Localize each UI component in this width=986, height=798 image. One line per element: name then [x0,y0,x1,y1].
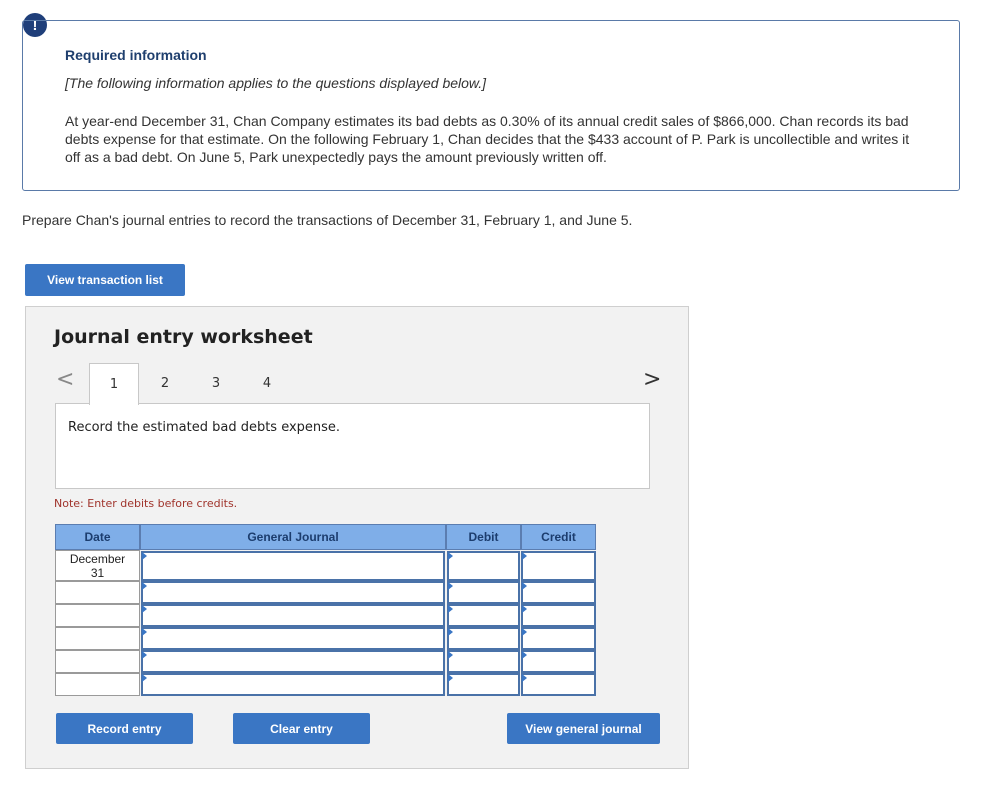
instruction-text: Record the estimated bad debts expense. [68,420,341,435]
date-month: December [69,552,126,566]
account-input[interactable] [141,627,445,650]
debit-input[interactable] [447,627,520,650]
required-information-title: Required information [65,47,207,63]
entry-note: Note: Enter debits before credits. [54,497,238,510]
debit-input[interactable] [447,650,520,673]
credit-input[interactable] [521,604,596,627]
clear-entry-button[interactable]: Clear entry [233,713,370,744]
credit-input[interactable] [521,673,596,696]
date-cell [55,627,140,650]
date-cell [55,673,140,696]
date-cell [55,650,140,673]
date-day: 31 [90,566,105,580]
chevron-left-icon[interactable]: < [56,367,75,392]
worksheet-title: Journal entry worksheet [54,326,313,348]
debit-input[interactable] [447,604,520,627]
general-journal-column-header: General Journal [140,524,446,550]
account-input[interactable] [141,551,445,581]
tab-4[interactable]: 4 [262,375,272,391]
view-general-journal-button[interactable]: View general journal [507,713,660,744]
debit-input[interactable] [447,673,520,696]
credit-input[interactable] [521,627,596,650]
record-entry-button[interactable]: Record entry [56,713,193,744]
debit-column-header: Debit [446,524,521,550]
tab-1[interactable]: 1 [89,363,139,405]
date-cell [55,604,140,627]
credit-input[interactable] [521,650,596,673]
account-input[interactable] [141,604,445,627]
alert-icon: ! [23,13,47,37]
instruction-panel [55,403,650,489]
chevron-right-icon[interactable]: > [643,367,662,392]
journal-entry-worksheet [25,306,689,769]
date-cell [55,550,140,581]
tab-2[interactable]: 2 [160,375,170,391]
credit-input[interactable] [521,551,596,581]
credit-column-header: Credit [521,524,596,550]
debit-input[interactable] [447,551,520,581]
date-cell [55,581,140,604]
account-input[interactable] [141,581,445,604]
account-input[interactable] [141,673,445,696]
debit-input[interactable] [447,581,520,604]
view-transaction-list-button[interactable]: View transaction list [25,264,185,296]
date-column-header: Date [55,524,140,550]
account-input[interactable] [141,650,445,673]
credit-input[interactable] [521,581,596,604]
required-information-subtitle: [The following information applies to the questions displayed below.] [65,75,487,91]
problem-description: At year-end December 31, Chan Company estimates its bad debts as 0.30% of its annual credit sales of $866,000. Chan records its bad debts expense for that estimate. On the following February 1, Chan decides that the $433 account of P. Park is uncollectible and writes it off as a bad debt. On June 5, Park unexpectedly pays the amount previously written off. [65,113,910,165]
tab-3[interactable]: 3 [211,375,221,391]
question-prompt: Prepare Chan's journal entries to record the transactions of December 31, February 1, and June 5. [22,212,633,228]
